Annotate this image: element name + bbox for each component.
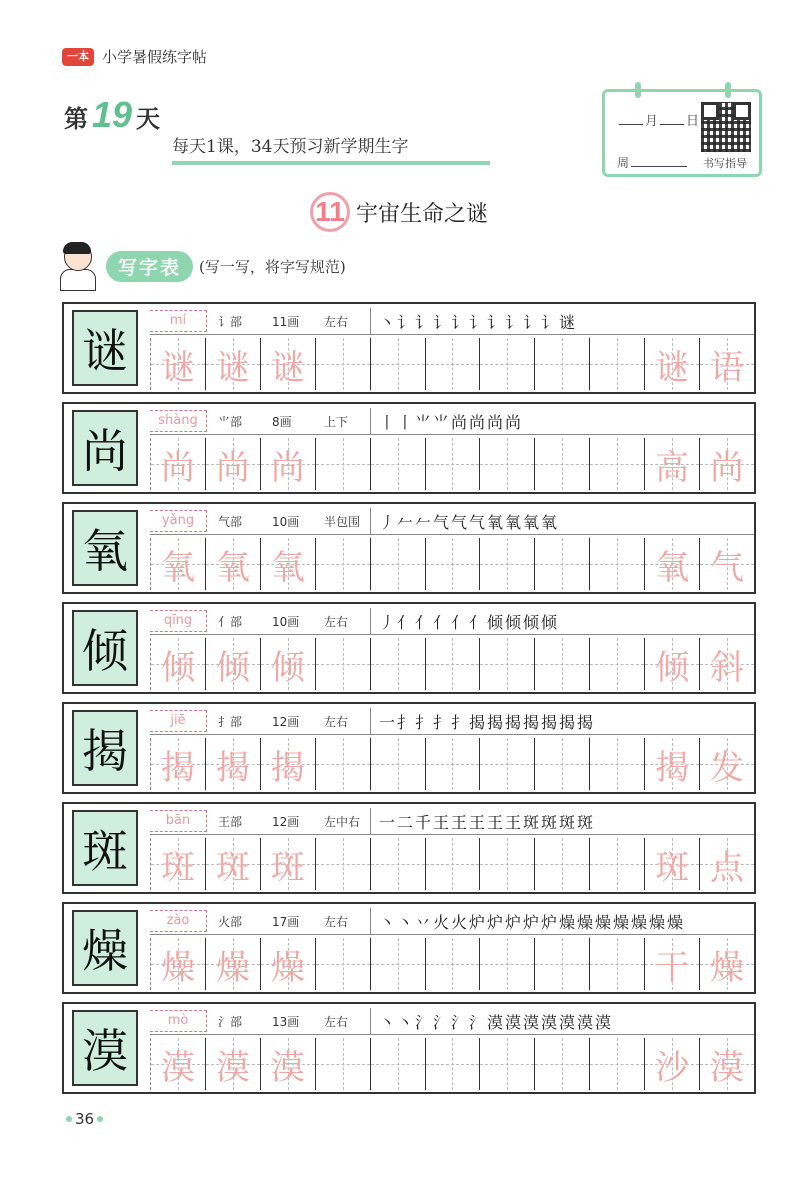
model-char-cell [72,910,138,986]
pinyin: mò [150,1010,207,1032]
writing-cell[interactable] [260,338,315,390]
writing-cell[interactable] [479,1038,534,1090]
writing-cell[interactable] [479,938,534,990]
trace-char: 气 [710,547,745,588]
writing-cell[interactable] [425,538,480,590]
practice-row [62,302,756,394]
stroke-order-box [370,908,755,934]
section-header [58,243,346,289]
model-char: 燥 [82,924,128,978]
writing-grid [150,538,754,590]
section-note: (写一写，将字写规范) [199,257,346,276]
trace-char: 揭 [655,747,690,788]
day-number: 19 [92,94,133,135]
trace-char: 斑 [655,847,690,888]
child-reading-icon [58,243,102,289]
radical: ⺌部 [218,415,243,429]
stroke-count: 11画 [272,315,300,329]
trace-char: 斑 [270,847,305,888]
practice-row [62,702,756,794]
writing-cell[interactable] [644,838,699,890]
pinyin: mí [150,310,207,332]
day-prefix: 第 [64,105,88,133]
writing-grid [150,638,754,690]
stroke-count: 12画 [272,815,300,829]
page-number-text: 36 [75,1110,95,1128]
day-title [64,94,160,136]
writing-cell[interactable] [699,438,754,490]
brand-logo: 一本 [62,48,94,66]
trace-char: 斑 [160,847,195,888]
subtitle: 每天1课，34天预习新学期生字 [172,132,490,165]
book-header [62,46,207,67]
writing-cell[interactable] [479,638,534,690]
writing-cell[interactable] [370,338,425,390]
stroke-order: 丨丨⺌⺌尚尚尚尚 [379,413,524,432]
writing-cell[interactable] [589,1038,644,1090]
stroke-count: 8画 [272,415,292,429]
lesson-title: 宇宙生命之谜 [356,201,489,227]
writing-cell[interactable] [644,338,699,390]
model-char: 谜 [82,324,128,378]
structure: 上下 [324,415,349,429]
writing-cell[interactable] [315,838,370,890]
model-char-cell [72,510,138,586]
writing-cell[interactable] [205,538,260,590]
writing-cell[interactable] [644,1038,699,1090]
writing-cell[interactable] [370,538,425,590]
model-char-cell [72,1010,138,1086]
writing-cell[interactable] [589,838,644,890]
writing-cell[interactable] [644,638,699,690]
trace-char: 燥 [270,947,305,988]
radical: 讠部 [218,315,243,329]
writing-cell[interactable] [589,438,644,490]
writing-cell[interactable] [479,438,534,490]
model-char-cell [72,410,138,486]
practice-row [62,602,756,694]
writing-cell[interactable] [644,538,699,590]
writing-cell[interactable] [315,438,370,490]
trace-char: 倾 [215,647,250,688]
stroke-order: 丶丶丷火火炉炉炉炉炉燥燥燥燥燥燥燥 [379,913,686,932]
writing-cell[interactable] [260,738,315,790]
trace-char: 沙 [655,1047,690,1088]
trace-char: 揭 [270,747,305,788]
writing-cell[interactable] [699,538,754,590]
writing-cell[interactable] [150,1038,205,1090]
model-char: 倾 [82,624,128,678]
trace-char: 漠 [215,1047,250,1088]
trace-char: 漠 [710,1047,745,1088]
practice-row [62,1002,756,1094]
writing-cell[interactable] [315,338,370,390]
trace-char: 氧 [215,547,250,588]
writing-cell[interactable] [205,1038,260,1090]
trace-char: 谜 [160,347,195,388]
practice-row [62,902,756,994]
writing-cell[interactable] [425,838,480,890]
month-blank[interactable] [619,124,643,125]
trace-char: 氧 [270,547,305,588]
week-line [617,154,689,171]
trace-char: 漠 [160,1047,195,1088]
writing-cell[interactable] [370,838,425,890]
stroke-order-box [370,608,755,634]
trace-char: 燥 [160,947,195,988]
model-char-cell [72,610,138,686]
structure: 左右 [324,915,349,929]
writing-cell[interactable] [699,1038,754,1090]
stroke-order-box [370,708,755,734]
writing-grid [150,838,754,890]
char-info [150,908,754,935]
trace-char: 倾 [655,647,690,688]
writing-cell[interactable] [644,938,699,990]
stroke-count: 17画 [272,915,300,929]
writing-cell[interactable] [699,938,754,990]
writing-cell[interactable] [534,738,589,790]
writing-cell[interactable] [260,1038,315,1090]
model-char-cell [72,810,138,886]
writing-cell[interactable] [205,738,260,790]
writing-cell[interactable] [534,838,589,890]
trace-char: 尚 [710,447,745,488]
pinyin: bān [150,810,207,832]
structure: 左中右 [324,815,361,829]
stroke-count: 10画 [272,615,300,629]
writing-cell[interactable] [425,338,480,390]
stroke-order-box [370,408,755,434]
writing-cell[interactable] [589,938,644,990]
writing-cell[interactable] [150,338,205,390]
writing-cell[interactable] [699,738,754,790]
trace-char: 倾 [160,647,195,688]
writing-cell[interactable] [425,738,480,790]
stroke-order-box [370,1008,755,1034]
stroke-count: 10画 [272,515,300,529]
book-title: 小学暑假练字帖 [102,48,208,66]
writing-cell[interactable] [479,538,534,590]
trace-char: 斜 [710,647,745,688]
writing-cell[interactable] [589,338,644,390]
practice-row [62,502,756,594]
structure: 左右 [324,615,349,629]
writing-cell[interactable] [150,938,205,990]
trace-char: 尚 [160,447,195,488]
pinyin: yǎng [150,510,207,532]
stroke-order: 丶讠讠讠讠讠讠讠讠讠谜 [379,313,578,332]
radical: 扌部 [218,715,243,729]
writing-cell[interactable] [479,338,534,390]
structure: 半包围 [324,515,361,529]
stroke-count: 12画 [272,715,300,729]
writing-cell[interactable] [534,538,589,590]
trace-char: 发 [710,747,745,788]
day-blank[interactable] [660,124,684,125]
char-info [150,508,754,535]
trace-char: 谜 [215,347,250,388]
writing-cell[interactable] [370,938,425,990]
writing-cell[interactable] [589,638,644,690]
model-char: 揭 [82,724,128,778]
writing-cell[interactable] [425,438,480,490]
radical: 氵部 [218,1015,243,1029]
trace-char: 揭 [215,747,250,788]
structure: 左右 [324,315,349,329]
writing-cell[interactable] [315,1038,370,1090]
radical: 火部 [218,915,243,929]
writing-cell[interactable] [205,438,260,490]
writing-cell[interactable] [425,938,480,990]
trace-char: 谜 [655,347,690,388]
writing-cell[interactable] [534,938,589,990]
writing-cell[interactable] [589,538,644,590]
writing-cell[interactable] [644,738,699,790]
trace-char: 干 [655,947,690,988]
writing-cell[interactable] [205,938,260,990]
writing-cell[interactable] [205,638,260,690]
char-info [150,308,754,335]
qr-code-icon[interactable] [701,102,751,152]
writing-cell[interactable] [534,338,589,390]
trace-char: 漠 [270,1047,305,1088]
pinyin: shàng [150,410,207,432]
writing-cell[interactable] [315,938,370,990]
writing-grid [150,738,754,790]
char-info [150,608,754,635]
qr-label: 书写指导 [703,157,747,170]
writing-cell[interactable] [260,838,315,890]
writing-grid [150,938,754,990]
writing-cell[interactable] [205,838,260,890]
writing-cell[interactable] [315,538,370,590]
trace-char: 谜 [270,347,305,388]
trace-char: 尚 [270,447,305,488]
writing-grid [150,438,754,490]
writing-cell[interactable] [260,938,315,990]
writing-cell[interactable] [534,1038,589,1090]
writing-cell[interactable] [150,638,205,690]
trace-char: 语 [710,347,745,388]
writing-cell[interactable] [260,638,315,690]
writing-cell[interactable] [260,438,315,490]
model-char: 斑 [82,824,128,878]
writing-cell[interactable] [150,738,205,790]
stroke-order: 丿亻亻亻亻亻倾倾倾倾 [379,613,560,632]
trace-char: 氧 [160,547,195,588]
trace-char: 揭 [160,747,195,788]
writing-grid [150,1038,754,1090]
practice-row [62,402,756,494]
writing-cell[interactable] [150,538,205,590]
writing-cell[interactable] [589,738,644,790]
writing-cell[interactable] [315,738,370,790]
structure: 左右 [324,1015,349,1029]
stroke-order: 丶丶氵氵氵氵漠漠漠漠漠漠漠 [379,1013,614,1032]
month-label: 月 [645,114,659,129]
structure: 左右 [324,715,349,729]
writing-cell[interactable] [150,838,205,890]
model-char: 尚 [82,424,128,478]
writing-cell[interactable] [150,438,205,490]
pinyin: jiē [150,710,207,732]
page-number [66,1110,103,1128]
day-suffix: 天 [136,105,161,133]
pinyin: qīng [150,610,207,632]
writing-cell[interactable] [425,1038,480,1090]
writing-cell[interactable] [644,438,699,490]
trace-char: 高 [655,447,690,488]
model-char: 氧 [82,524,128,578]
week-label: 周 [617,156,630,170]
writing-cell[interactable] [370,638,425,690]
writing-grid [150,338,754,390]
writing-cell[interactable] [260,538,315,590]
stroke-order-box [370,508,755,534]
stroke-order: 一扌扌扌扌揭揭揭揭揭揭揭 [379,713,596,732]
trace-char: 燥 [215,947,250,988]
bullet-icon [97,1116,103,1122]
model-char-cell [72,310,138,386]
trace-char: 氧 [655,547,690,588]
writing-cell[interactable] [479,838,534,890]
char-info [150,708,754,735]
model-char-cell [72,710,138,786]
radical: 气部 [218,515,243,529]
week-blank[interactable] [631,166,687,167]
bullet-icon [66,1116,72,1122]
writing-cell[interactable] [205,338,260,390]
char-info [150,1008,754,1035]
writing-cell[interactable] [479,738,534,790]
radical: 亻部 [218,615,243,629]
stroke-order-box [370,308,755,334]
trace-char: 尚 [215,447,250,488]
binder-ring-icon [635,82,641,98]
stroke-order: 丿𠂉𠂉气气气氧氧氧氧 [379,513,560,532]
char-info [150,408,754,435]
date-line [617,110,699,129]
model-char: 漠 [82,1024,128,1078]
trace-char: 倾 [270,647,305,688]
writing-cell[interactable] [699,638,754,690]
date-box [602,89,762,177]
lesson-header [310,192,488,232]
lesson-number: 11 [310,192,350,232]
writing-cell[interactable] [699,838,754,890]
writing-cell[interactable] [425,638,480,690]
char-info [150,808,754,835]
writing-cell[interactable] [699,338,754,390]
stroke-order: 一二千王王王王王斑斑斑斑 [379,813,596,832]
trace-char: 燥 [710,947,745,988]
day-label: 日 [686,114,700,129]
writing-cell[interactable] [534,438,589,490]
practice-rows [62,302,756,1102]
trace-char: 斑 [215,847,250,888]
writing-cell[interactable] [370,738,425,790]
writing-cell[interactable] [370,438,425,490]
radical: 王部 [218,815,243,829]
pinyin: zào [150,910,207,932]
practice-row [62,802,756,894]
section-badge: 写字表 [106,251,193,282]
writing-cell[interactable] [370,1038,425,1090]
binder-ring-icon [725,82,731,98]
stroke-count: 13画 [272,1015,300,1029]
writing-cell[interactable] [315,638,370,690]
trace-char: 点 [710,847,745,888]
stroke-order-box [370,808,755,834]
writing-cell[interactable] [534,638,589,690]
